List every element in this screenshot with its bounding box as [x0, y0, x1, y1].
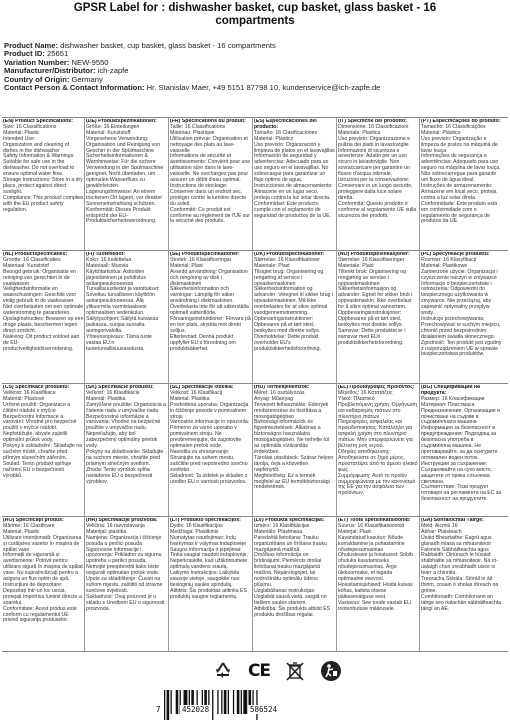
info-country-of-origin: Country of Origin: Germany	[4, 74, 103, 84]
section-heading: (DK) Produktspecifikationer:	[254, 252, 325, 257]
barcode-bar	[212, 690, 213, 720]
language-section	[170, 252, 251, 392]
section-body: Veličina: 16 razvrstavanja Materijal: plastika Namjena: Organizacija i čišćenje posuđa u perilici posuđa Sigurnosne informacije i upozorenja: Prikladno za sigurnu upotrebu u perilici posuđa. Nemojte preopteretiti kako biste osigurali optimalan protok vode. Upute za skladištenje: Čuvati na suhom mjestu, zaštititi od izravne sunčeve svjetlosti. Sukladnost: Ovaj proizvod je u skladu s Uredbom EU o sigurnosti proizvoda.	[86, 522, 165, 612]
barcode-group-2: 586524	[250, 705, 278, 714]
barcode-first-digit: 7	[156, 705, 161, 714]
info-manufacturer: Manufacturer/Distributor: ich-zapfe	[4, 66, 129, 76]
section-body: Méret: 16 osztályozás Anyag: Műanyag Tervezett felhasználás: Edények rendszerezése és tisztítása a mosogatógépben Biztonsági információk és figyelmeztetések: Alkalmas a biztonságos használatra mosogatógépben. Ne terhelje túl az optimális vízáramlás érdekében. Tárolási utasítások: Száraz helyen tárolja, óvja a közvetlen napfénytől. Megfelelőség: Ez a termék megfelel az EU termékbiztonsági rendeletének.	[254, 389, 334, 491]
barcode-bar	[164, 690, 165, 720]
language-section	[170, 119, 251, 259]
section-heading: (GA) Sonraíochtaí Táirge:	[421, 518, 484, 523]
section-heading: (CS) Specifikace produktu:	[3, 385, 70, 390]
language-section	[338, 119, 419, 259]
section-heading: (PL) Specyfikacje produktu:	[421, 252, 490, 257]
language-section	[3, 119, 84, 259]
language-section	[338, 252, 419, 392]
column-divider	[336, 117, 337, 651]
language-section	[170, 518, 251, 658]
language-section	[3, 385, 84, 525]
section-body: Rozmiar: 16 Klasyfikacji Materiał: Plastikowe Zamierzone użycie: Organizacja i czyszczenie naczyń w zmywarce Informacje o bezpieczeństwie i ostrzeżenia: Odpowiedni do bezpiecznego użytkowania w zmywarce. Nie przeciążaj, aby zapewnić optymalny przepływ wody. Instrukcje przechowywania: Przechowywać w suchym miejscu, chronić przed bezpośrednim działaniem światła słonecznego. Zgodność: Ten produkt jest zgodny z rozporządzeniem UE w sprawie bezpieczeństwa produktów.	[421, 256, 502, 358]
label-title	[0, 2, 510, 28]
section-heading: (LT) Produkto specifikacijos:	[170, 518, 241, 523]
section-heading: (ES) Especificaciones del producto:	[254, 119, 317, 130]
language-section	[338, 518, 419, 658]
language-section	[254, 518, 335, 658]
section-heading: (SE) Produktspecifikationer:	[170, 252, 240, 257]
section-body: Mărime: 16 Clasificare Material: Plastic Utilizare intenționată: Organizarea și curățarea vaselor în mașina de spălat vase Informații de siguranță și avertismente: Potrivit pentru utilizare sigură în mașina de spălat vase. Nu supraîncărcați pentru a asigura un flux optim de apă. Instrucțiuni de depozitare: Depozitați într-un loc uscat, protejați împotriva luminii directe a soarelui. Conformitate: Acest produs este conform cu regulamentul UE privind siguranța produselor.	[3, 522, 83, 624]
section-heading: (BG) Спецификации на продукта:	[421, 385, 481, 396]
section-heading: (RO) Specificații produs:	[3, 518, 64, 523]
barcode-bar	[176, 690, 179, 714]
language-section	[254, 385, 335, 525]
section-heading: (EN) Product Specifications:	[3, 119, 74, 124]
barcode-group-1: 452028	[182, 705, 210, 714]
language-section	[86, 252, 167, 392]
info-product-id: Product ID: 25651	[4, 49, 69, 59]
section-body: Tamanho: 16 Classificações Material: Plástico Uso previsto: Organização e limpeza de pratos na máquina de lavar louça Informações de segurança e advertências: Adequado para uso seguro na máquina de lavar louça. Não sobrecarregue para garantir um fluxo de água ideal. Instruções de armazenamento: Armazene em local seco, proteja contra a luz solar direta. Conformidade: Este produto está em conformidade com o regulamento de segurança de produtos da UE.	[421, 123, 501, 225]
product-info	[4, 42, 506, 92]
barcode-bar	[228, 690, 229, 714]
section-body: Suurus: 16 Klassifikatsioonid Materjal: Plast Kavandatud kasutus: Nõude korraldamine ja puhastamine nõudepesumasinas Ohutusteave ja hoiatused: Sobib ohutuks kasutamiseks nõudepesumasinas. Ärge ülekoormake, et tagada optimaalne veevool. Hoiustamisjuhised: Hoida kuivas kohas, kaitsta otsese päikesevalguse eest. Vastavus: See toode vastab ELi tooteohutuse määrusele.	[338, 522, 413, 612]
language-section	[3, 518, 84, 658]
ce-text: CE	[247, 661, 271, 681]
section-body: Size: 16 Classifications Material: Plastic Intended Use: Organization and cleaning of dishes in the dishwasher Safety Information & Warnings: Suitable for safe use in the dishwasher. Do not overload to ensure optimal water flow. Storage Instructions: Store in a dry place, protect against direct sunlight. Compliance: This product complies with the EU product safety regulation.	[3, 123, 84, 213]
section-heading: (IT) Specifiche del prodotto:	[338, 119, 407, 124]
section-body: Izmērs: 16 Klasifikācijas Materiāls: Plastmasa Paredzētā lietošana: Trauku organizēšana un tīrīšana trauku mazgājamā mašīnā Drošības informācija un brīdinājumi: Piemērots drošai lietošanai trauku mazgājamā mašīnā. Nepārslogojiet, lai nodrošinātu optimālu ūdens plūsmu. Uzglabāšanas instrukcijas: Uzglabāt sausā vietā, sargāt no tiešiem saules stariem. Atbilstība: Šis produkts atbilst ES produktu drošības regulai.	[254, 522, 331, 618]
barcode-bar	[217, 690, 218, 714]
section-body: Größe: 16 Einteilungen Material: Kunststoff Vorgesehene Verwendung: Organisation und Reinigung von Geschirr in der Spülmaschine Sicherheitsinformationen & Warnhinweise: Für die sichere Verwendung in der Spülmaschine geeignet. Nicht überladen, um optimalen Wasserfluss zu gewährleisten. Lagerungshinweise: An einem trockenen Ort lagern, vor direkter Sonneneinstrahlung schützen. Konformität: Dieses Produkt entspricht der EU-Produktsicherheitsverordnung.	[86, 123, 164, 225]
compliance-marks	[212, 660, 342, 682]
barcode-bar	[167, 690, 170, 720]
language-section	[86, 385, 167, 525]
column-divider	[84, 117, 85, 651]
language-section	[421, 385, 502, 525]
section-heading: (ET) Toote spetsifikatsioonid:	[338, 518, 411, 523]
info-variation-number: Variation Number: NEW-9550	[4, 57, 109, 67]
section-body: Размер: 16 Класификации Материал: Пластмаса Предназначение: Организация и почистване на съдове в съдомиялната машина Информация за безопасност и предупреждения: Подходящ за безопасна употреба в съдомиялна машина. Не претоварвайте, за да осигурите оптимален воден поток. Инструкции за съхранение: Съхранявайте на сухо място, защитете от пряка слънчева светлина. Съответствие: Този продукт отговаря на регламента на ЕС за безопасност на продуктите.	[421, 395, 502, 503]
section-heading: (NL) Productspecificaties:	[3, 252, 68, 257]
no-bin-icon	[284, 660, 306, 682]
section-heading: (NO) Produktspesifikasjoner:	[338, 252, 410, 257]
section-body: Velikost: 16 Klasifikacij Material: Plastika Predvidena uporaba: Organizacija in čiščenje posode v pomivalnem stroju Varnostne informacije in opozorila: Primerno za varno uporabo v pomivalnem stroju. Ne preobremenjujte, da zagotovite optimalen pretok vode. Navodila za shranjevanje: Shranjujte na suhem mestu, zaščitite pred neposredno sončno svetlobo. Skladnost: Ta izdelek je skladen z uredbo EU o varnosti proizvodov.	[170, 389, 250, 485]
section-body: Tamaño: 16 Clasificaciones Material: Plástico Uso previsto: Organización y limpieza de platos en el lavavajillas Información de seguridad y advertencias: Adecuado para un uso seguro en el lavavajillas. No sobrecargar para garantizar un flujo óptimo de agua. Instrucciones de almacenamiento: Almacene en un lugar seco, proteja contra la luz solar directa. Conformidad: Este producto cumple con el reglamento de seguridad de productos de la UE.	[254, 129, 335, 219]
tidyman-icon	[320, 660, 342, 682]
section-body: Størrelse: 16 Klassifiseringer Materiale: Plast Tiltenkt bruk: Organisering og rengjøring av servise i oppvaskmaskinen Sikkerhetsinformasjon og advarsler: Egnet for sikker bruk i oppvaskmaskin. Ikke overbelast for å sikre optimal vannstrøm. Oppbevaringsinstruksjoner: Oppbevares på et tørt sted, beskyttes mot direkte sollys. Samsvar: Dette produktet er i samsvar med EUs produktsikkerhetsforordning.	[338, 256, 413, 346]
section-body: Grootte: 16 Classificaties Materiaal: Kunststof Beoogd gebruik: Organisatie en reiniging van gerechten in de vaatwasser Veiligheidsinformatie en waarschuwingen: Geschikt voor veilig gebruik in de vaatwasser. Niet overbelasten om een optimale waterstroming te garanderen. Opslaginstructies: Bewaren op een droge plaats, beschermen tegen direct zonlicht. Naleving: Dit product voldoet aan de EU-productveiligheidsverordening.	[3, 256, 84, 352]
title-line-2: compartments	[215, 15, 295, 27]
barcode-bar	[233, 690, 234, 714]
section-body: Méid: Aicmiú 16 Ábhar: Plaisteach Úsáid Bheartaithe: Eagrú agus glanadh miasa sa mhiasniteoir Faisnéis Sábháilteachta agus Rabhaidh: Oiriúnach le húsáid shábháilte sa mhiasniteoir. Ná ró-ualaigh chun sreabhadh uisce is fearr a chinntiú. Treoracha Stórála: Stóráil in áit thirim, cosain ó sholas díreach na gréine. Comhlíonadh: Comhlíonann an táirge seo rialachán sábháilteachta táirgí an AE.	[421, 522, 502, 612]
language-section	[254, 252, 335, 392]
barcode-bar	[243, 690, 247, 714]
ce-mark	[248, 660, 270, 682]
title-line-1: GPSR Label for : dishwasher basket, cup basket, glass basket - 16	[73, 2, 437, 14]
info-product-name: Product Name: dishwasher basket, cup basket, glass basket - 16 compartments	[4, 41, 276, 50]
column-divider	[168, 117, 169, 651]
column-divider	[419, 117, 420, 651]
section-body: Μέγεθος: 16 Κατατάξεις Υλικό: Πλαστικό Προβλεπόμενη χρήση: Οργάνωση και καθαρισμός πιάτων στο πλυντήριο πιάτων Πληροφορίες ασφαλείας και προειδοποιήσεις: Κατάλληλο για ασφαλή χρήση στο πλυντήριο πιάτων. Μην υπερφορτώνετε για βέλτιστη ροή νερού. Οδηγίες αποθήκευσης: Αποθηκεύστε σε ξηρό μέρος, προστατέψτε από το άμεσο ηλιακό φως. Συμμόρφωση: Αυτό το προϊόν συμμορφώνεται με τον κανονισμό της ΕΕ για την ασφάλεια των προϊόντων.	[338, 389, 418, 497]
section-body: Dydis: 16 Klasifikacijos Medžiaga: Plastikinis Numatytas naudojimas: Indų tvarkymas ir valymas indaplovėje Saugos informacija ir įspėjimai: Tinka saugiai naudoti indaplovėje. Neperkraukite, kad užtikrintumėte optimalų vandens srautą. Laikymo instrukcijos: Laikykite sausoje vietoje, saugokite nuo tiesioginių saulės spindulių. Atitiktis: Šis produktas atitinka ES produktų saugos reglamentą.	[170, 522, 248, 600]
barcode-bar	[237, 690, 240, 714]
section-heading: (LV) Produkta specifikācijas:	[254, 518, 325, 523]
section-heading: (DE) Produktspezifikationen:	[86, 119, 157, 124]
section-heading: (FR) Spécifications du produit:	[170, 119, 246, 124]
language-section	[3, 252, 84, 392]
section-heading: (HR) Specifikacije proizvoda:	[86, 518, 158, 523]
section-heading: (FI) Tuotetiedot:	[86, 252, 126, 257]
info-contact: Contact Person & Contact Information: Hr. Stanislav Maer, +49 5151 87798 10, kundenservice@ich-zapfe.de	[4, 83, 381, 93]
language-section	[421, 252, 502, 392]
section-heading: (HU) Termékjellemzők:	[254, 385, 310, 390]
language-section	[86, 119, 167, 259]
section-body: Koko: 16 luokittelua Materiaali: Muovia Käyttötarkoitus: Astioiden järjestäminen ja puhdistus astianpesukoneessa Turvallisuustiedot ja varoitukset: Soveltuu turvalliseen käyttöön astianpesukoneessa. Älä ylikuormita varmistaaksesi optimaalisen vedenkulun. Säilytysohjeet: Säilytä kuivassa paikassa, suojaa suoralta auringonvalolta. Yhteensopivuus: Tämä tuote vastaa EU:n tuoteturvallisuusasetusta.	[86, 256, 160, 352]
section-body: Storlek: 16 Klassificeringar Material: Plast Avsedd användning: Organisation och rengöring av disk i diskmaskinen Säkerhetsinformation och varningar: Lämplig för säker användning i diskmaskinen. Överbelasta inte för att säkerställa optimalt vattenflöde. Förvaringsinstruktioner: Förvara på en torr plats, skydda mot direkt solljus. Efterlevnad: Denna produkt uppfyller EU:s förordning om produktsäkerhet.	[170, 256, 251, 352]
language-section	[421, 119, 502, 259]
section-heading: (PT) Especificações do produto:	[421, 119, 501, 124]
section-body: Veľkosť: 16 Klasifikácie Materiál: Plastika Zamýšľané použitie: Organizácia a čistenie riadu v umývačke riadu Bezpečnostné informácie a varovania: Vhodné na bezpečné použitie v umývačke riadu. Nepreťažujte, aby bol zabezpečený optimálny prietok vody. Pokyny na skladovanie: Skladujte na suchom mieste, chráňte pred priamym slnečným svetlom. Zhoda: Tento výrobok spĺňa nariadenie EÚ o bezpečnosti výrobkov.	[86, 389, 166, 485]
language-section	[86, 518, 167, 658]
language-section	[170, 385, 251, 525]
section-body: Velikost: 16 Klasifikace Materiál: Plastové Určené použití: Organizace a čištění nádobí v myčce Bezpečnostní informace a varování: Vhodné pro bezpečné použití v myčce nádobí. Nepřetěžujte, abyste zajistili optimální průtok vody. Pokyny k uskladnění: Skladujte na suchém místě, chraňte před přímým slunečním zářením. Soulad: Tento produkt splňuje nařízení EU o bezpečnosti výrobků.	[3, 389, 83, 479]
barcode-bar	[171, 690, 172, 714]
section-heading: (EL) Προδιαγραφές προϊόντος:	[338, 385, 415, 390]
row-divider	[2, 117, 508, 118]
language-section	[254, 119, 335, 259]
section-heading: (SK) Špecifikácie produktu:	[86, 385, 154, 390]
column-divider	[252, 117, 253, 651]
section-body: Størrelse: 16 Klassifikationer Materiale: Plast Tilsigtet brug: Organisering og rengøring af service i opvaskemaskinen Sikkerhedsinformation og advarsler: Velegnet til sikker brug i opvaskemaskinen. Må ikke overbelastes for at sikre optimal vandgennemstrømning. Opbevaringsinstruktioner: Opbevares på et tørt sted, beskyttes mod direkte sollys. Overholdelse: Dette produkt overholder EU's produktsikkerhedsforordning.	[254, 256, 334, 352]
language-section	[421, 518, 502, 658]
section-body: Taille: 16 Classifications Matériau: Plastique Utilisation prévue: Organisation et nettoyage des plats au lave-vaisselle Informations de sécurité et avertissements: Convient pour une utilisation sûre dans le lave-vaisselle. Ne surchargez pas pour assurer un débit d'eau optimal. Instructions de stockage: Conserver dans un endroit sec, protéger contre la lumière directe du soleil. Conformité: Ce produit est conforme au règlement de l'UE sur la sécurité des produits.	[170, 123, 251, 225]
barcode-bar	[221, 690, 222, 714]
barcode-bar	[241, 690, 242, 714]
language-section	[338, 385, 419, 525]
recycle-icon	[212, 660, 234, 682]
section-heading: (SL) Specifikacije izdelka:	[170, 385, 234, 390]
section-body: Dimensione: 16 Classificazioni Materiale: Plastica Uso previsto: Organizzazione e pulizia dei piatti in lavastoviglie Informazioni di sicurezza e avvertenze: Adatto per un uso sicuro in lavastoviglie. Non sovraccaricare per garantire un flusso d'acqua ottimale. Istruzioni per la conservazione: Conservare in un luogo asciutto, proteggere dalla luce solare diretta. Conformità: Questo prodotto è conforme al regolamento UE sulla sicurezza dei prodotti.	[338, 123, 417, 219]
barcode-bar	[224, 690, 227, 714]
